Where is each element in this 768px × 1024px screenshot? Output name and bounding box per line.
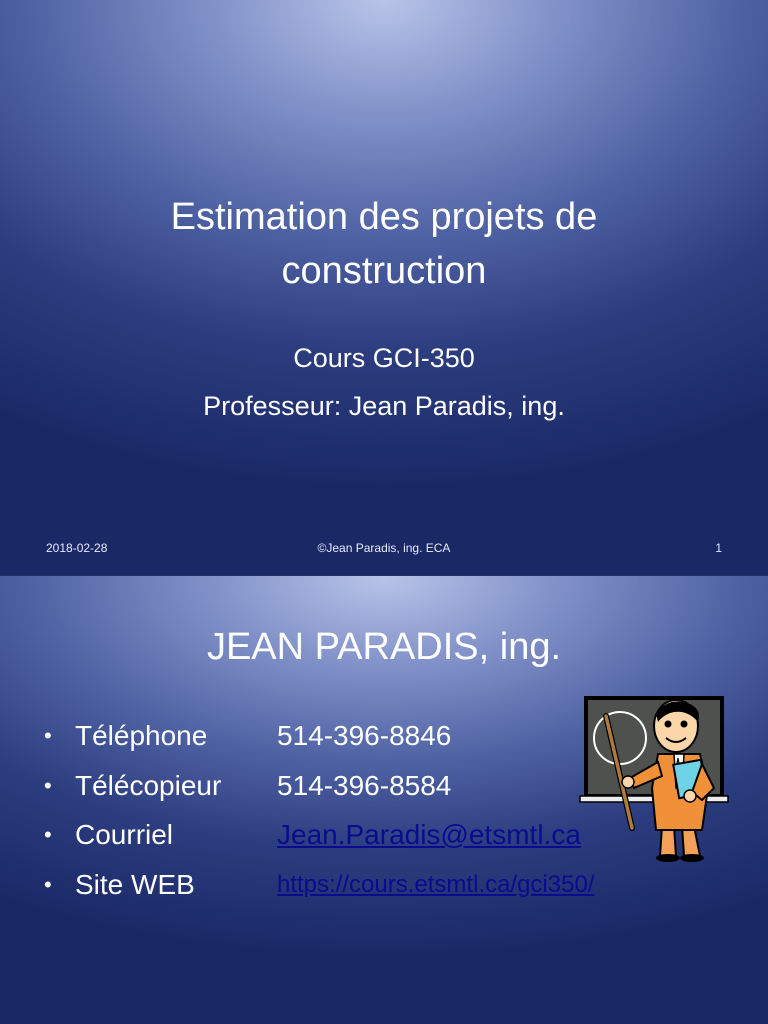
- website-label: Site WEB: [75, 868, 195, 900]
- professor-line: Professeur: Jean Paradis, ing.: [203, 391, 565, 421]
- slide-title: JEAN PARADIS, ing.: [206, 626, 562, 668]
- slide-subtitle: [0, 334, 768, 430]
- bullet: •: [44, 772, 52, 798]
- email-label: Courriel: [75, 819, 174, 850]
- teacher-at-chalkboard-icon: [578, 692, 730, 864]
- teacher-shoe-right: [680, 854, 704, 862]
- teacher-shoe-left: [656, 854, 680, 862]
- title-line-2: construction: [281, 250, 487, 292]
- phone-label: Téléphone: [75, 720, 208, 751]
- fax-label: Télécopieur: [75, 769, 222, 801]
- teacher-eye-left: [665, 721, 672, 728]
- teacher-hand-right: [684, 790, 696, 802]
- bullet: •: [44, 723, 52, 748]
- footer-date: 2018-02-28: [46, 541, 108, 555]
- footer-page-number: 1: [715, 541, 722, 555]
- title-line-1: Estimation des projets de: [170, 196, 598, 238]
- footer-copyright: ©Jean Paradis, ing. ECA: [317, 541, 451, 555]
- teacher-hand-left: [622, 776, 634, 788]
- website-link[interactable]: https://cours.etsmtl.ca/gci350/: [277, 870, 595, 898]
- slide-2: [0, 576, 768, 1024]
- teacher-eye-right: [681, 721, 688, 728]
- phone-value: 514-396-8846: [277, 720, 452, 751]
- course-code: Cours GCI-350: [293, 343, 475, 373]
- email-link[interactable]: Jean.Paradis@etsmtl.ca: [277, 819, 581, 850]
- bullet: •: [44, 822, 52, 847]
- fax-value: 514-396-8584: [277, 769, 452, 801]
- slide-title: [0, 190, 768, 298]
- bullet: •: [44, 871, 52, 897]
